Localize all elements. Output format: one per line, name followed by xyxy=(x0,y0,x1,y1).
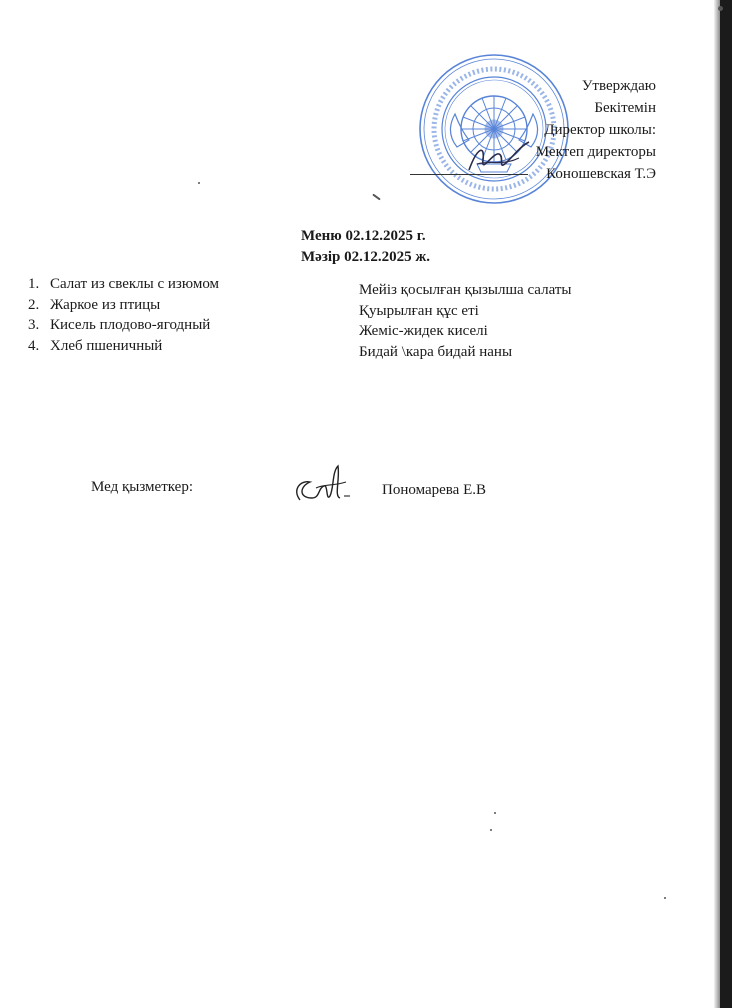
menu-item-kz: Жеміс-жидек киселі xyxy=(359,323,488,339)
approval-line: Директор школы: xyxy=(544,122,656,138)
menu-title-kz: Мәзір 02.12.2025 ж. xyxy=(301,249,430,265)
menu-titles xyxy=(301,226,430,268)
menu-list-ru xyxy=(28,274,219,356)
medic-signature xyxy=(290,460,358,510)
approval-line: Мектеп директоры xyxy=(535,144,656,160)
menu-item-kz: Қуырылған құс еті xyxy=(359,302,479,319)
medic-name: Пономарева Е.В xyxy=(382,482,486,498)
scan-speck xyxy=(490,829,492,831)
approval-line: Утверждаю xyxy=(581,78,656,94)
approval-line: Коношевская Т.Э xyxy=(546,166,656,182)
director-signature-line xyxy=(410,174,528,175)
menu-item-ru xyxy=(28,295,219,316)
menu-item-number: 3. xyxy=(28,317,40,333)
approval-block xyxy=(536,75,656,185)
menu-title-ru: Меню 02.12.2025 г. xyxy=(301,228,426,244)
menu-item-text: Кисель плодово-ягодный xyxy=(50,317,211,333)
menu-item-text: Жаркое из птицы xyxy=(50,296,161,313)
menu-item-text: Салат из свеклы с изюмом xyxy=(50,276,220,292)
medic-label: Мед қызметкер: xyxy=(91,479,194,495)
scan-speck xyxy=(664,897,666,899)
menu-item-number: 1. xyxy=(28,276,40,292)
scan-speck xyxy=(494,812,496,814)
menu-item-kz: Мейіз қосылған қызылша салаты xyxy=(359,282,572,298)
menu-item-number: 2. xyxy=(28,296,40,313)
menu-item-kz: Бидай \кара бидай наны xyxy=(359,343,513,360)
menu-item-number: 4. xyxy=(28,337,40,354)
scan-speck xyxy=(372,194,381,201)
menu-item-ru xyxy=(28,336,219,357)
menu-item-ru xyxy=(28,315,219,336)
menu-list-kz xyxy=(359,280,571,362)
scan-speck xyxy=(198,182,200,184)
approval-line: Бекітемін xyxy=(594,100,656,116)
menu-item-text: Хлеб пшеничный xyxy=(50,337,163,354)
scan-edge xyxy=(720,0,732,1008)
scan-speck xyxy=(718,6,723,11)
menu-item-ru xyxy=(28,274,219,295)
